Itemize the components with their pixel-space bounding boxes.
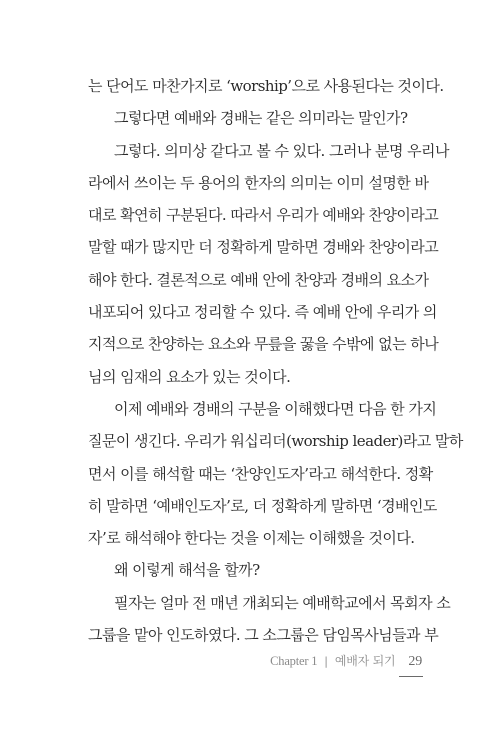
- text-line: 해야 한다. 결론적으로 예배 안에 찬양과 경배의 요소가: [88, 270, 429, 289]
- footer-separator: |: [324, 655, 328, 668]
- text-line: 필자는 얼마 전 매년 개최되는 예배학교에서 목회자 소: [114, 593, 451, 612]
- text-line: 지적으로 찬양하는 요소와 무릎을 꿇을 수밖에 없는 하나: [88, 335, 439, 354]
- text-line: 이제 예배와 경배의 구분을 이해했다면 다음 한 가지: [114, 399, 437, 418]
- page-number-underline: [399, 676, 423, 677]
- text-line: 히 말하면 ‘예배인도자’로, 더 정확하게 말하면 ‘경배인도: [88, 496, 437, 515]
- text-line: 그룹을 맡아 인도하였다. 그 소그룹은 담임목사님들과 부: [88, 626, 439, 645]
- text-line: 는 단어도 마찬가지로 ‘worship’으로 사용된다는 것이다.: [88, 77, 444, 95]
- text-line: 말할 때가 많지만 더 정확하게 말하면 경배와 찬양이라고: [88, 238, 439, 257]
- text-line: 라에서 쓰이는 두 용어의 한자의 의미는 이미 설명한 바: [88, 173, 429, 192]
- text-line: 자’로 해석해야 한다는 것을 이제는 이해했을 것이다.: [88, 529, 415, 548]
- text-line: 그렇다면 예배와 경배는 같은 의미라는 말인가?: [114, 109, 408, 128]
- text-line: 왜 이렇게 해석을 할까?: [114, 561, 260, 580]
- section-title: 예배자 되기: [334, 654, 396, 668]
- body-text: [88, 70, 463, 651]
- text-line: 그렇다. 의미상 같다고 볼 수 있다. 그러나 분명 우리나: [114, 141, 449, 160]
- chapter-label: Chapter 1: [270, 654, 318, 668]
- text-line: 내포되어 있다고 정리할 수 있다. 즉 예배 안에 우리가 의: [88, 303, 437, 322]
- text-line: 님의 임재의 요소가 있는 것이다.: [88, 367, 291, 386]
- text-line: 질문이 생긴다. 우리가 워십리더(worship leader)라고 말하: [88, 432, 463, 451]
- page-number: 29: [408, 654, 422, 669]
- text-line: 면서 이를 해석할 때는 ‘찬양인도자’라고 해석한다. 정확: [88, 464, 433, 483]
- text-line: 대로 확연히 구분된다. 따라서 우리가 예배와 찬양이라고: [88, 206, 439, 225]
- page-footer: [270, 652, 422, 670]
